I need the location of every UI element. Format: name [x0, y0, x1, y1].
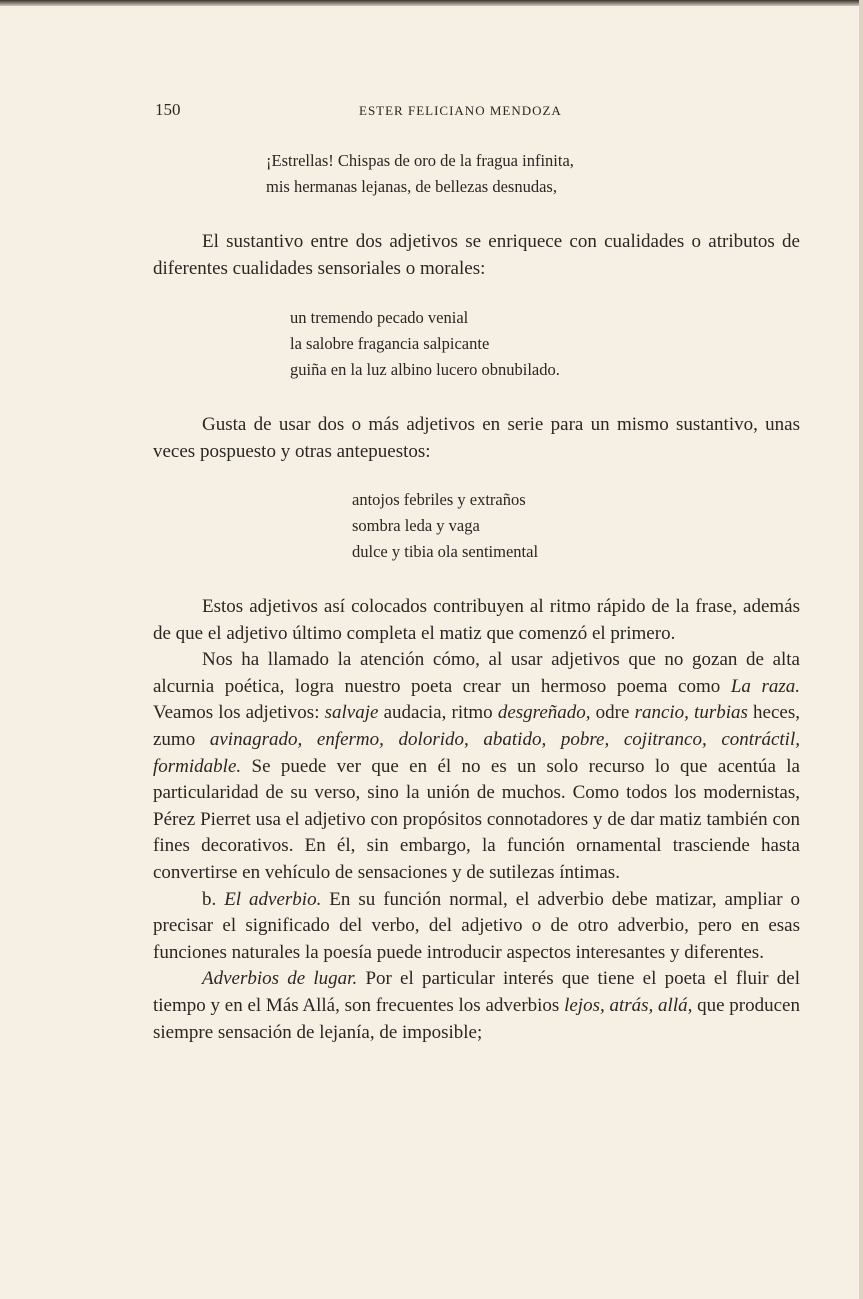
page-top-edge [0, 0, 863, 6]
verse-line: mis hermanas lejanas, de bellezas desnudas, [266, 177, 557, 196]
text-run: b. [202, 888, 225, 910]
text-run: Se puede ver que en él no es un solo recurso lo que acentúa la particularidad de su verso, sino la unión de muchos. Como todos los modernistas, Pérez Pierret usa el adjetivo con propósitos connotadores y de dar matiz también con fines decorativos. En él, sin embargo, la función ornamental trasciende hasta convertirse en vehículo de sensaciones y de sutilezas íntimas. [153, 755, 800, 883]
italic-run: rancio, turbias [634, 702, 748, 724]
text-run: Veamos los adjetivos: [153, 702, 325, 724]
paragraph-sustantivo [153, 229, 800, 282]
page-number: 150 [155, 100, 181, 119]
italic-run: salvaje [324, 702, 379, 724]
italic-run: desgreñado, [497, 702, 591, 724]
paragraph-text: Gusta de usar dos o más adjetivos en serie para un mismo sustantivo, unas veces pospuesto y otras antepuestos: [153, 414, 800, 462]
text-run: odre [590, 702, 635, 724]
text-run: Por el particular interés que tiene el poeta el fluir del tiempo y en el Más Allá, son frecuentes los adverbios [153, 968, 801, 1016]
verse-line: guiña en la luz albino lucero obnubilado. [290, 360, 560, 379]
verse-line: sombra leda y vaga [352, 516, 480, 535]
verse-line: un tremendo pecado venial [290, 308, 469, 327]
verse-line: la salobre fragancia salpicante [290, 334, 490, 353]
paragraph-adjetivos-serie [153, 412, 800, 465]
paragraph-ritmo: Estos adjetivos así colocados contribuyen al ritmo rápido de la frase, además de que el adjetivo último completa el matiz que comenzó el primero. [153, 596, 800, 644]
main-text-body [153, 594, 800, 1046]
paragraph-text: El sustantivo entre dos adjetivos se enriquece con cualidades o atributos de diferentes cualidades sensoriales o morales: [153, 231, 800, 279]
text-run: En su función normal, el adverbio debe matizar, ampliar o precisar el significado del verbo, del adjetivo o de otro adverbio, pero en esas funciones naturales la poesía puede introducir aspectos interesantes y diferentes. [153, 888, 801, 963]
text-run: audacia, ritmo [378, 702, 498, 724]
page-header [155, 100, 675, 124]
verse-quote-2 [290, 305, 560, 383]
paragraph-la-raza [153, 647, 800, 886]
verse-line: ¡Estrellas! Chispas de oro de la fragua infinita, [266, 151, 574, 170]
italic-run: lejos, atrás, allá, [564, 994, 693, 1016]
verse-line: antojos febriles y extraños [352, 490, 526, 509]
text-run: Nos ha llamado la atención cómo, al usar adjetivos que no gozan de alta alcurnia poética, logra nuestro poeta crear un hermoso poema como [153, 649, 800, 697]
italic-run: La raza. [730, 675, 800, 697]
paragraph-adverbios-lugar [153, 966, 800, 1046]
paragraph-adverbio [153, 887, 800, 967]
italic-run: El adverbio. [224, 888, 322, 910]
italic-run: Adverbios de lugar. [202, 968, 358, 990]
text-run: que producen siempre sensación de lejanía, de imposible; [153, 994, 800, 1043]
verse-quote-3 [352, 487, 538, 565]
text-run: heces, zumo [153, 702, 800, 750]
page-right-edge [859, 0, 863, 1299]
running-title: ESTER FELICIANO MENDOZA [359, 103, 562, 118]
verse-quote-1 [266, 148, 574, 200]
italic-run: avinagrado, enfermo, dolorido, abatido, pobre, cojitranco, contráctil, formidable. [153, 728, 800, 777]
verse-line: dulce y tibia ola sentimental [352, 542, 539, 561]
